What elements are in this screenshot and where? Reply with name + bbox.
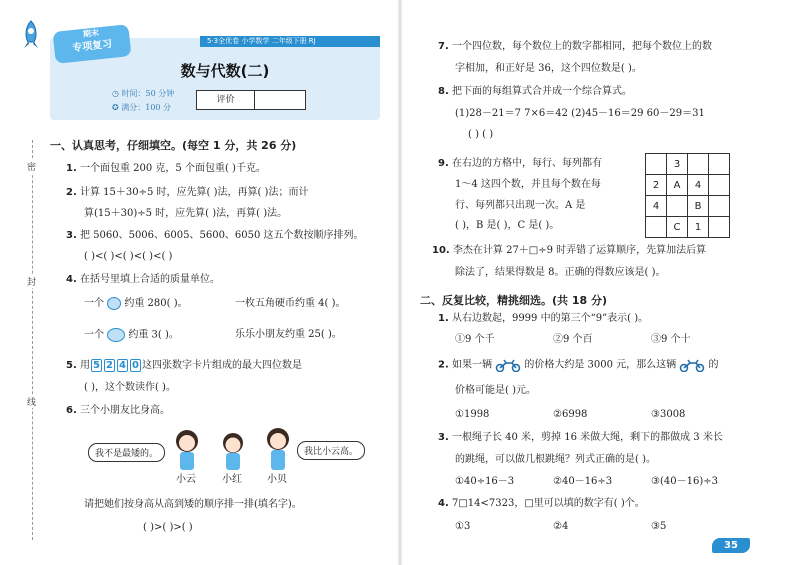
s2-q4-option-c[interactable]: ③5 bbox=[651, 521, 667, 532]
q10: 10. 李杰在计算 27＋□÷9 时弄错了运算顺序，先算加法后算 bbox=[432, 245, 707, 256]
s2-q2-line2: 价格可能是( )元。 bbox=[455, 385, 536, 396]
margin-feng: 封 bbox=[27, 275, 36, 288]
apple-icon bbox=[107, 297, 121, 310]
q9-line2: 1～4 这四个数，并且每个数在每 bbox=[455, 179, 601, 190]
q2: 2. 计算 15＋30÷5 时，应先算( )法，再算( )法；而计 bbox=[66, 187, 309, 198]
q3: 3. 把 5060、5006、6005、5600、6050 这五个数按顺序排列。 bbox=[66, 230, 364, 241]
binding-line bbox=[32, 140, 33, 540]
section1-title: 一、认真思考，仔细填空。(每空 1 分，共 26 分) bbox=[50, 139, 297, 152]
eval-label: 评价 bbox=[197, 91, 255, 109]
star-icon: ✪ bbox=[112, 103, 122, 112]
q6-answer[interactable]: ( )>( )>( ) bbox=[143, 522, 193, 533]
s2-q1-option-b[interactable]: ②9 个百 bbox=[553, 334, 593, 345]
digit-card: 5 bbox=[91, 359, 102, 372]
s2-q1-option-a[interactable]: ①9 个千 bbox=[455, 334, 495, 345]
q8-line2: (1)28－21＝7 7×6＝42 (2)45－16＝29 60－29＝31 bbox=[455, 108, 705, 119]
q7: 7. 一个四位数，每个数位上的数字都相同，把每个数位上的数 bbox=[438, 41, 712, 52]
q8: 8. 把下面的每组算式合并成一个综合算式。 bbox=[438, 86, 632, 97]
q4-item-a: 一个 约重 280( )。 bbox=[84, 298, 188, 309]
number-grid bbox=[645, 153, 730, 238]
page-number-badge bbox=[712, 538, 750, 553]
grid-cell[interactable]: 2 bbox=[646, 175, 667, 196]
grid-cell[interactable] bbox=[709, 154, 730, 175]
time-info: ◷ 时间：50 分钟 bbox=[112, 89, 175, 98]
grid-row bbox=[646, 196, 730, 217]
s2-q2-option-c[interactable]: ③3008 bbox=[651, 409, 686, 420]
margin-mi: 密 bbox=[27, 160, 36, 173]
girl-xiaoyun-icon bbox=[172, 428, 202, 472]
grid-cell[interactable]: C bbox=[667, 217, 688, 238]
motorcycle-icon bbox=[495, 358, 521, 372]
s2-q2-option-b[interactable]: ②6998 bbox=[553, 409, 588, 420]
pumpkin-icon bbox=[107, 328, 125, 342]
q4-item-d: 乐乐小朋友约重 25( )。 bbox=[235, 329, 342, 340]
s2-q4-option-a[interactable]: ①3 bbox=[455, 521, 471, 532]
q7-line2: 字相加，和正好是 36，这个四位数是( )。 bbox=[455, 63, 642, 74]
name-xiaoyun: 小云 bbox=[176, 474, 196, 485]
girl-xiaobei-icon bbox=[263, 426, 293, 472]
motorcycle-icon bbox=[679, 358, 705, 372]
grid-cell[interactable]: 3 bbox=[667, 154, 688, 175]
section2-title: 二、反复比较，精挑细选。(共 18 分) bbox=[420, 294, 608, 307]
q5-line2: ( )，这个数读作( )。 bbox=[84, 382, 176, 393]
q1: 1. 一个面包重 200 克，5 个面包重( )千克。 bbox=[66, 163, 266, 174]
q4-item-b: 一枚五角硬币约重 4( )。 bbox=[235, 298, 346, 309]
q6: 6. 三个小朋友比身高。 bbox=[66, 405, 170, 416]
grid-cell[interactable] bbox=[709, 175, 730, 196]
speech-bubble-right: 我比小云高。 bbox=[297, 441, 365, 460]
q4-item-c: 一个 约重 3( )。 bbox=[84, 329, 179, 341]
s2-q4: 4. 7□14<7323，□里可以填的数字有( )个。 bbox=[438, 498, 645, 509]
grid-cell[interactable] bbox=[646, 217, 667, 238]
badge-line1: 期末 bbox=[82, 28, 100, 39]
margin-xian: 线 bbox=[27, 395, 36, 408]
q5: 5. 用 5 2 4 0 这四张数字卡片组成的最大四位数是 bbox=[66, 360, 302, 371]
q10-line2: 除法了，结果得数是 8。正确的得数应该是( )。 bbox=[455, 267, 666, 278]
q9-line3: 行、每列都只出现一次。A 是 bbox=[455, 200, 586, 211]
eval-box[interactable] bbox=[196, 90, 306, 110]
page-fold bbox=[398, 0, 402, 565]
grid-cell[interactable] bbox=[688, 154, 709, 175]
q6-instruction: 请把她们按身高从高到矮的顺序排一排(填名字)。 bbox=[84, 499, 302, 510]
girl-xiaohong-icon bbox=[218, 430, 248, 472]
grid-cell[interactable]: 1 bbox=[688, 217, 709, 238]
grid-cell[interactable]: A bbox=[667, 175, 688, 196]
grid-row bbox=[646, 154, 730, 175]
s2-q3-line2: 的跳绳，可以做几根跳绳？列式正确的是( )。 bbox=[455, 454, 656, 465]
badge-line2: 专项复习 bbox=[71, 38, 113, 55]
rocket-icon bbox=[20, 20, 42, 50]
page-title: 数与代数(二) bbox=[180, 62, 270, 80]
s2-q3-option-a[interactable]: ①40÷16－3 bbox=[455, 476, 515, 487]
grid-cell[interactable]: 4 bbox=[646, 196, 667, 217]
s2-q1: 1. 从右边数起，9999 中的第三个“9”表示( )。 bbox=[438, 313, 649, 324]
grid-row bbox=[646, 175, 730, 196]
grid-cell[interactable] bbox=[709, 217, 730, 238]
score-info: ✪ 满分：100 分 bbox=[112, 103, 172, 112]
digit-card: 0 bbox=[130, 359, 141, 372]
s2-q2: 2. 如果一辆 的价格大约是 3000 元，那么这辆 的 bbox=[438, 359, 719, 371]
clock-icon: ◷ bbox=[112, 89, 122, 98]
grid-cell[interactable] bbox=[667, 196, 688, 217]
s2-q1-option-c[interactable]: ③9 个十 bbox=[651, 334, 691, 345]
digit-card: 2 bbox=[104, 359, 115, 372]
grid-cell[interactable]: 4 bbox=[688, 175, 709, 196]
q8-answer[interactable]: ( ) ( ) bbox=[468, 129, 494, 140]
s2-q2-option-a[interactable]: ①1998 bbox=[455, 409, 490, 420]
q4: 4. 在括号里填上合适的质量单位。 bbox=[66, 274, 220, 285]
page-number: 35 bbox=[724, 540, 738, 551]
q9: 9. 在右边的方格中，每行、每列都有 bbox=[438, 158, 602, 169]
name-xiaobei: 小贝 bbox=[267, 474, 287, 485]
series-label: 5·3全优卷 小学数学 二年级下册 RJ bbox=[207, 37, 316, 45]
grid-row bbox=[646, 217, 730, 238]
name-xiaohong: 小红 bbox=[222, 474, 242, 485]
q9-line4: ( )，B 是( )，C 是( )。 bbox=[455, 220, 560, 231]
q2-line2: 算(15＋30)÷5 时，应先算( )法，再算( )法。 bbox=[84, 208, 288, 219]
grid-cell[interactable] bbox=[646, 154, 667, 175]
q3-answer[interactable]: ( )<( )<( )<( )<( ) bbox=[84, 251, 173, 262]
s2-q4-option-b[interactable]: ②4 bbox=[553, 521, 569, 532]
grid-cell[interactable]: B bbox=[688, 196, 709, 217]
grid-cell[interactable] bbox=[709, 196, 730, 217]
speech-bubble-left: 我不是最矮的。 bbox=[88, 443, 165, 462]
s2-q3: 3. 一根绳子长 40 米，剪掉 16 米做大绳，剩下的都做成 3 米长 bbox=[438, 432, 723, 443]
digit-card: 4 bbox=[117, 359, 128, 372]
s2-q3-option-c[interactable]: ③(40－16)÷3 bbox=[651, 476, 718, 487]
s2-q3-option-b[interactable]: ②40－16÷3 bbox=[553, 476, 613, 487]
